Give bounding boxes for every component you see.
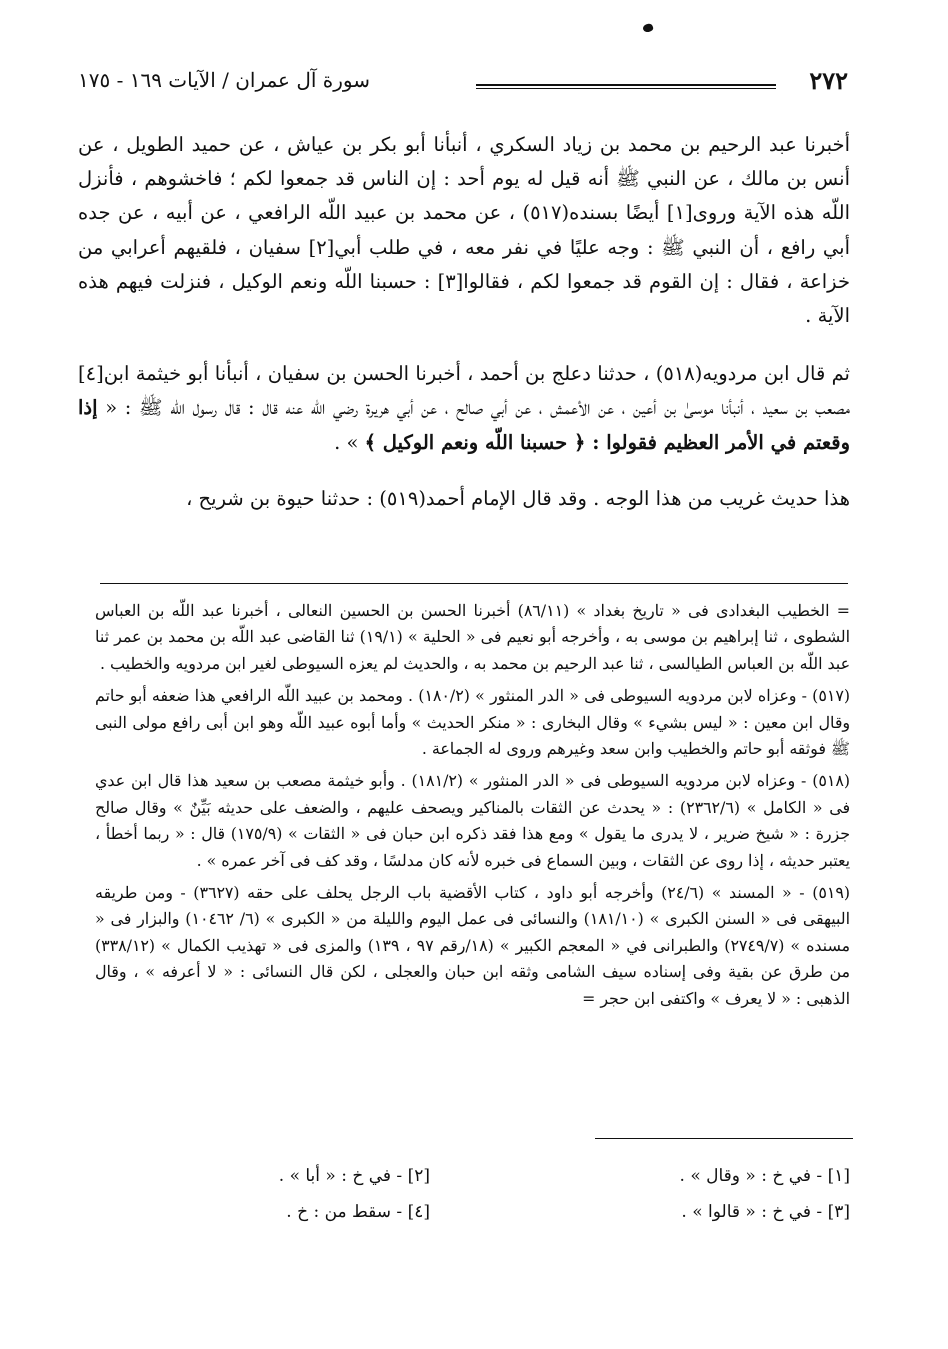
header-rule bbox=[476, 84, 776, 89]
paragraph-1: أخبرنا عبد الرحيم بن محمد بن زياد السكري ، أنبأنا أبو بكر بن عياش ، عن حميد الطويل ، عن أنس بن مالك ، عن النبي ﷺ أنه قيل له يوم أحد : إن الناس قد جمعوا لكم ؛ فاخشوهم ، فأنزل اللّه هذه الآية وروى[١] أيضًا بسنده(٥١٧) ، عن محمد بن عبيد اللّه الرافعي ، عن أبيه ، عن جده أبي رافع ، أن النبي ﷺ : وجه عليًا في نفر معه ، في طلب أبي[٢] سفيان ، فلقيهم أعرابي من خزاعة ، فقال : إن القوم قد جمعوا لكم ، فقالوا[٣] : حسبنا اللّه ونعم الوكيل ، فنزلت فيهم هذه الآية . bbox=[78, 133, 851, 328]
paragraph-2-text: ثم قال ابن مردويه(٥١٨) ، حدثنا دعلج بن أحمد ، أخبرنا الحسن بن سفيان ، أنبأنا أبو خيثمة ابن[٤] مصعب بن سعيد ، أنبأنا موسىٰ بن أعين ، عن الأعمش ، عن أبي صالح ، عن أبي هريرة رضي اللّه عنه قال : قال رسول اللّه ﷺ : « bbox=[78, 362, 850, 420]
footnote-518: (٥١٨) - وعزاه لابن مردويه السيوطى فى « الدر المنثور » (١٨١/٢) . وأبو خيثمة مصعب بن سعيد هذا قال ابن عدي فى « الكامل » (٢٣٦٢/٦) : « يحدث عن الثقات بالمناكير ويصحف عليهم ، والضعف على حديثه بَيِّنٌ » وقال صالح جزرة : « شيخ ضرير ، لا يدرى ما يقول » ومع هذا فقد ذكره ابن حبان فى « الثقات » (١٧٥/٩) قال : « ربما أخطأ ، يعتبر حديثه ، إذا روى عن الثقات ، وبين السماع فى خبره لأنه كان مدلسًا ، وقد كف فى آخر عمره » . bbox=[95, 771, 850, 870]
variant-4: [٤] - سقط من : خ . bbox=[286, 1202, 430, 1222]
footnote-continuation: = الخطيب البغدادى فى « تاريخ بغداد » (٨٦/١١) أخبرنا الحسن بن الحسين النعالى ، أخبرنا عبد اللّه بن العباس الشطوى ، ثنا إبراهيم بن موسى به ، وأخرجه أبو نعيم فى « الحلية » (١٩/١) ثنا القاضى عبد اللّه بن محمد بن عمر ثنا عبد اللّه بن العباس الطيالسى ، ثنا عبد الرحيم بن محمد به ، والحديث لم يعزه السيوطى لغير ابن مردويه والخطيب . bbox=[95, 601, 850, 673]
manuscript-variants bbox=[150, 1158, 850, 1230]
page-header bbox=[78, 62, 848, 102]
variant-2: [٢] - في خ : « أبا » . bbox=[278, 1166, 430, 1186]
variants-row bbox=[150, 1158, 850, 1194]
footnote-519: (٥١٩) - « المسند » (٢٤/٦) وأخرجه أبو داود ، كتاب الأقضية باب الرجل يحلف على حقه (٣٦٢٧) - ومن طريقه البيهقى فى « السنن الكبرى » (١٨١/١٠) والنسائى فى عمل اليوم والليلة من « الكبرى » (٦/ ١٠٤٦٢) والبزار فى « مسنده » (٢٧٤٩/٧) والطبرانى في « المعجم الكبير » (١٨/رقم ٩٧ ، ١٣٩) والمزى فى « تهذيب الكمال » (٣٣٨/١٢) من طرق عن بقية وفى إسناده سيف الشامى وثقه ابن حبان والعجلى ، لكن قال النسائى : « لا أعرفه » ، وقال الذهبى : « لا يعرف » واكتفى ابن حجر = bbox=[95, 883, 851, 1008]
paragraph-3: هذا حديث غريب من هذا الوجه . وقد قال الإمام أحمد(٥١٩) : حدثنا حيوة بن شريح ، bbox=[186, 486, 850, 510]
variant-1: [١] - في خ : « وقال » . bbox=[679, 1166, 850, 1186]
hadith-quote: إذا وقعتم في الأمر العظيم فقولوا : ﴿ حسبنا اللّه ونعم الوكيل ﴾ bbox=[78, 396, 850, 454]
running-title: سورة آل عمران / الآيات ١٦٩ - ١٧٥ bbox=[78, 68, 371, 92]
paragraph-2 bbox=[78, 357, 850, 460]
footnotes bbox=[95, 598, 850, 1018]
footnote-517: (٥١٧) - وعزاه لابن مردويه السيوطى فى « الدر المنثور » (١٨٠/٢) . ومحمد بن عبيد اللّه الرافعي هذا ضعفه أبو حاتم وقال ابن معين : « ليس بشيء » وقال البخارى : « منكر الحديث » وأما أبوه عبيد اللّه وهو ابن أبى رافع مولى النبى ﷺ فوثقه أبو حاتم والخطيب وابن سعد وغيرهم وروى له الجماعة . bbox=[95, 686, 850, 759]
variants-row bbox=[150, 1194, 850, 1230]
variant-3: [٣] - في خ : « قالوا » . bbox=[681, 1202, 850, 1222]
page-number: ٢٧٢ bbox=[809, 66, 848, 95]
paragraph-2-end: » . bbox=[334, 430, 365, 454]
variants-separator bbox=[595, 1138, 853, 1139]
main-text bbox=[78, 128, 850, 516]
ink-speck bbox=[642, 23, 654, 34]
footnote-separator bbox=[100, 583, 848, 584]
